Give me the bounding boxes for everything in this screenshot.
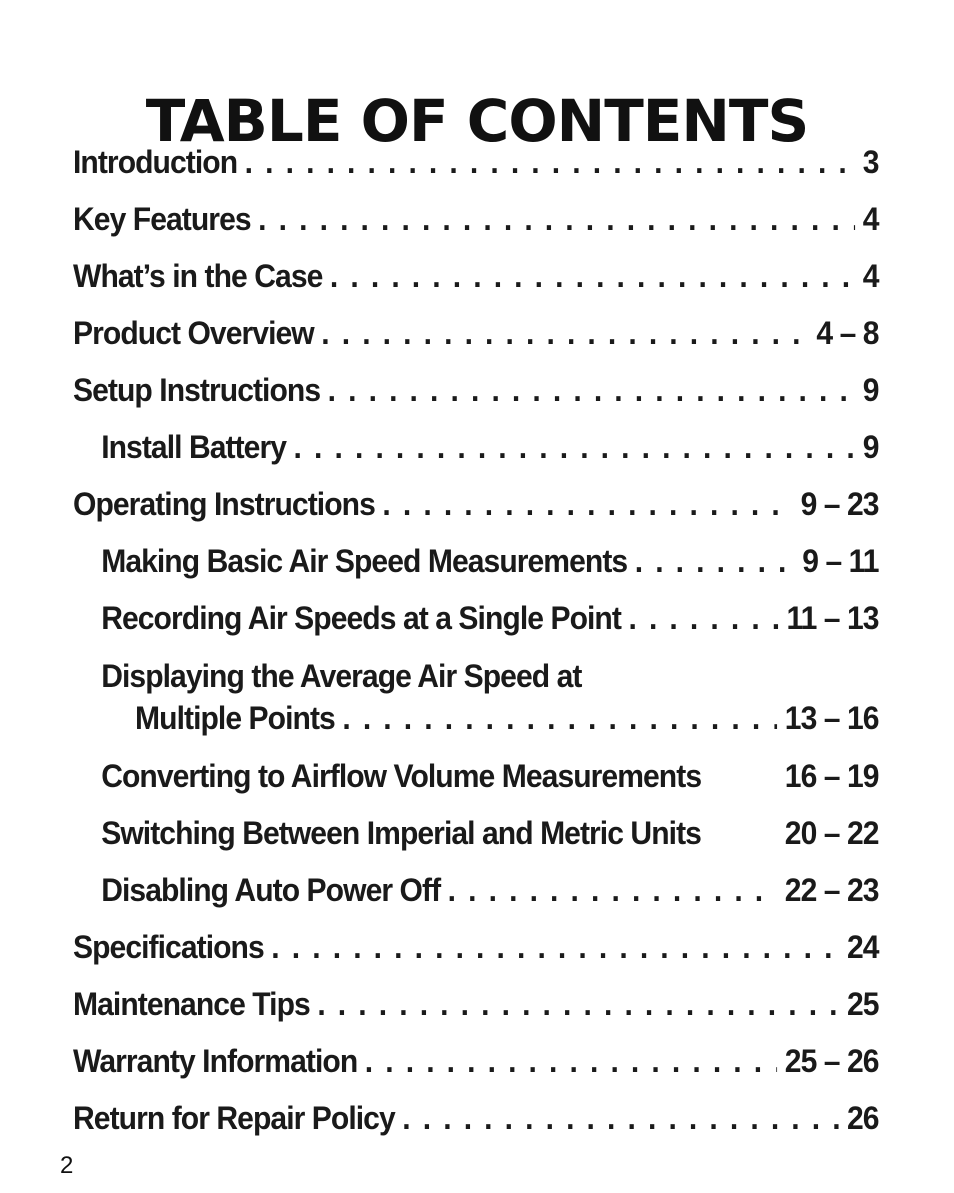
dot-leader: [628, 593, 778, 643]
dot-leader: [342, 696, 777, 741]
toc-entry-label-line1: Displaying the Average Air Speed at: [101, 658, 582, 694]
dot-leader: [448, 865, 778, 915]
toc-entry-warranty-information[interactable]: [73, 1036, 879, 1093]
toc-entry-label: Converting to Airflow Volume Measurements: [101, 758, 702, 794]
toc-entry-whats-in-the-case[interactable]: [73, 251, 879, 308]
toc-entry-maintenance-tips[interactable]: [73, 979, 879, 1036]
toc-entry-label: Return for Repair Policy: [73, 1100, 395, 1136]
toc-entry-return-for-repair-policy[interactable]: [73, 1093, 879, 1150]
dot-leader: [294, 422, 856, 472]
toc-entry-label: Operating Instructions: [73, 486, 375, 522]
toc-entry-introduction[interactable]: [73, 137, 879, 194]
dot-leader: [245, 137, 856, 187]
toc-entry-page: 9 – 23: [800, 486, 879, 522]
toc-entry-converting-to-airflow-volume[interactable]: [73, 751, 879, 808]
toc-entry-page: 3: [862, 144, 879, 180]
toc-entry-label: Making Basic Air Speed Measurements: [101, 543, 628, 579]
dot-leader: [635, 536, 795, 586]
dot-leader: [321, 308, 809, 358]
toc-entry-page: 25 – 26: [784, 1043, 879, 1079]
toc-entry-key-features[interactable]: [73, 194, 879, 251]
toc-entry-setup-instructions[interactable]: [73, 365, 879, 422]
toc-entry-switching-units[interactable]: [73, 808, 879, 865]
toc-entry-recording-air-speeds[interactable]: [73, 593, 879, 650]
toc-entry-page: 9: [862, 372, 879, 408]
toc-entry-making-basic-air-speed-measurements[interactable]: [73, 536, 879, 593]
toc-entry-page: 16 – 19: [784, 758, 879, 794]
toc-entry-specifications[interactable]: [73, 922, 879, 979]
toc-entry-page: 11 – 13: [786, 600, 879, 636]
table-of-contents: [73, 137, 879, 1150]
toc-entry-label: Switching Between Imperial and Metric Units: [101, 815, 701, 851]
toc-entry-page: 22 – 23: [784, 872, 879, 908]
toc-entry-label: Disabling Auto Power Off: [101, 872, 441, 908]
toc-entry-displaying-average-air-speed[interactable]: [73, 656, 879, 751]
toc-entry-page: 4 – 8: [816, 315, 879, 351]
toc-entry-disabling-auto-power-off[interactable]: [73, 865, 879, 922]
toc-entry-label: Setup Instructions: [73, 372, 321, 408]
toc-entry-label: Maintenance Tips: [73, 986, 310, 1022]
toc-entry-page: 4: [862, 201, 879, 237]
page-number: 2: [60, 1152, 74, 1179]
toc-entry-product-overview[interactable]: [73, 308, 879, 365]
toc-entry-install-battery[interactable]: [73, 422, 879, 479]
dot-leader: [271, 922, 839, 972]
toc-entry-page: 24: [847, 929, 879, 965]
dot-leader: [328, 365, 856, 415]
dot-leader: [258, 194, 855, 244]
toc-entry-label: Recording Air Speeds at a Single Point: [101, 600, 621, 636]
toc-entry-page: 13 – 16: [784, 700, 879, 736]
dot-leader: [382, 479, 793, 529]
toc-entry-operating-instructions[interactable]: [73, 479, 879, 536]
toc-entry-page: 9 – 11: [802, 543, 879, 579]
toc-entry-label: Warranty Information: [73, 1043, 358, 1079]
toc-entry-label: Key Features: [73, 201, 251, 237]
dot-leader: [330, 251, 855, 301]
toc-entry-page: 4: [862, 258, 879, 294]
toc-entry-page: 20 – 22: [784, 815, 879, 851]
dot-leader: [365, 1036, 778, 1086]
toc-entry-page: 26: [847, 1100, 879, 1136]
toc-entry-label: Install Battery: [101, 429, 287, 465]
dot-leader: [317, 979, 839, 1029]
toc-entry-continuation: [101, 696, 878, 741]
dot-leader: [402, 1093, 839, 1143]
page-title: TABLE OF CONTENTS: [145, 86, 809, 155]
toc-entry-label: Specifications: [73, 929, 264, 965]
toc-entry-page: 25: [847, 986, 879, 1022]
toc-entry-label: Introduction: [73, 144, 238, 180]
toc-entry-label: What’s in the Case: [73, 258, 323, 294]
toc-entry-page: 9: [862, 429, 879, 465]
toc-entry-label-line2: Multiple Points: [135, 700, 335, 736]
toc-entry-label: Product Overview: [73, 315, 314, 351]
